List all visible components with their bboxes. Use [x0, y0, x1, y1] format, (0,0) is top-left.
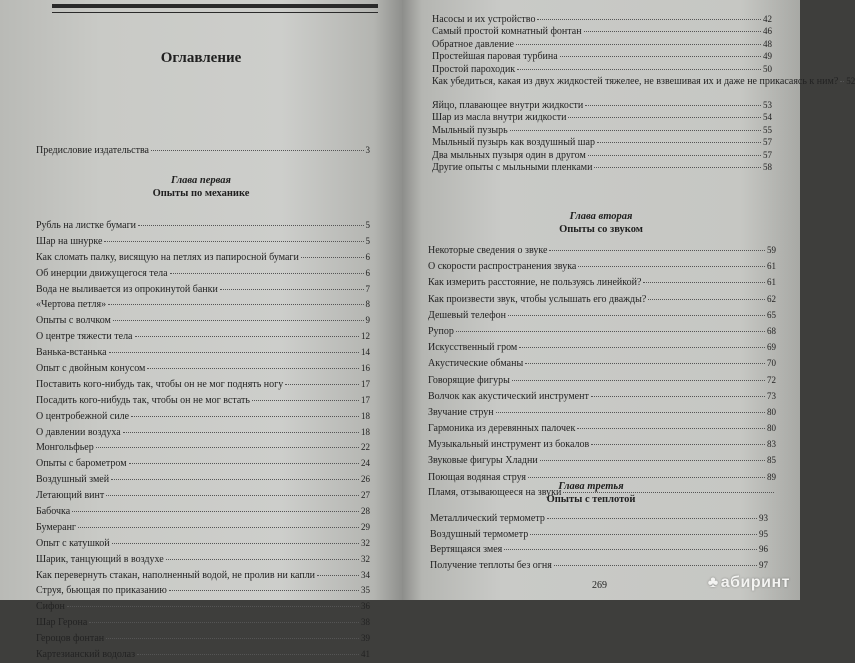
toc-entry-title: Как перевернуть стакан, наполненный водой, не пролив ни капли — [36, 569, 316, 581]
toc-entry-page: 83 — [767, 439, 776, 450]
dot-leader — [547, 518, 757, 519]
dot-leader — [67, 606, 359, 607]
toc-entry[interactable] — [428, 420, 776, 436]
toc-entry-page: 68 — [767, 325, 776, 336]
dot-leader — [584, 31, 761, 32]
toc-entry[interactable] — [428, 436, 776, 452]
dot-leader — [585, 105, 761, 106]
toc-entry-title: Самый простой комнатный фонтан — [432, 26, 582, 38]
toc-entry-title: Летающий винт — [36, 490, 105, 502]
chapter-number: Глава вторая — [569, 211, 633, 222]
toc-entry[interactable] — [36, 250, 370, 266]
toc-entry[interactable] — [428, 404, 776, 420]
toc-entry-page: 41 — [361, 649, 370, 660]
toc-list-chapter-1-continued — [432, 13, 855, 173]
toc-entry[interactable] — [36, 393, 370, 409]
toc-entry-title: Монгольфьер — [36, 442, 94, 454]
toc-entry-page: 8 — [365, 299, 370, 310]
toc-entry-title: О давлении воздуха — [36, 426, 121, 438]
watermark-text: абиринт — [720, 574, 790, 591]
dot-leader — [147, 368, 359, 369]
toc-entry-page: 62 — [767, 293, 776, 304]
toc-entry[interactable] — [36, 504, 370, 520]
dot-leader — [135, 336, 360, 337]
toc-entry-title: О центре тяжести тела — [36, 331, 133, 343]
toc-entry-page: 93 — [759, 513, 768, 523]
dot-leader — [106, 638, 359, 639]
toc-entry[interactable] — [432, 50, 772, 62]
dot-leader — [104, 241, 363, 242]
toc-entry[interactable] — [428, 355, 776, 371]
toc-entry-page: 57 — [763, 149, 772, 160]
toc-entry-page: 5 — [365, 220, 370, 230]
toc-entry-title: Обратное давление — [432, 38, 514, 50]
dot-leader — [517, 69, 761, 70]
preface-list — [36, 143, 370, 157]
toc-entry[interactable] — [428, 307, 776, 323]
dot-leader — [577, 428, 765, 429]
toc-entry-page: 18 — [361, 426, 370, 437]
toc-entry-title: Вода не выливается из опрокинутой банки — [36, 283, 218, 295]
dot-leader — [78, 527, 359, 528]
toc-entry-page: 34 — [361, 569, 370, 580]
toc-entry[interactable] — [428, 274, 776, 290]
toc-entry-title: Шар на шнурке — [36, 235, 103, 247]
toc-entry[interactable] — [428, 339, 776, 355]
toc-entry-title: Как произвести звук, чтобы услышать его дважды? — [428, 293, 647, 305]
toc-entry[interactable] — [432, 136, 772, 148]
toc-entry-page: 59 — [767, 245, 776, 255]
toc-entry-title: Мыльный пузырь — [432, 124, 508, 136]
toc-entry-title: Пламя, отзывающееся на звуки — [428, 486, 562, 498]
dot-leader — [111, 479, 359, 480]
toc-entry-title: Посадить кого-нибудь так, чтобы он не мог встать — [36, 394, 250, 406]
toc-entry[interactable] — [432, 75, 855, 99]
toc-entry-page: 70 — [767, 358, 776, 369]
dot-leader — [96, 447, 359, 448]
toc-entry-page: 52 — [846, 75, 855, 86]
toc-entry[interactable] — [36, 425, 370, 441]
dot-leader — [113, 320, 364, 321]
toc-entry[interactable] — [36, 377, 370, 393]
toc-entry[interactable] — [432, 149, 772, 161]
dot-leader — [151, 150, 364, 151]
left-page — [0, 0, 402, 661]
toc-entry-page: 26 — [361, 474, 370, 485]
dot-leader — [591, 396, 765, 397]
toc-entry[interactable] — [432, 111, 772, 123]
dot-leader — [519, 347, 765, 348]
toc-entry-title: Опыт с двойным конусом — [36, 363, 146, 375]
toc-entry-title: Поющая водяная струя — [428, 471, 527, 483]
toc-entry-page: 49 — [763, 51, 772, 62]
toc-entry-page: 80 — [767, 423, 776, 434]
dot-leader — [510, 130, 761, 131]
toc-entry[interactable] — [428, 291, 776, 307]
dot-leader — [170, 273, 364, 274]
toc-entry-page: 39 — [361, 633, 370, 644]
toc-entry-page: 24 — [361, 458, 370, 469]
toc-entry-page: 17 — [361, 378, 370, 389]
toc-entry-title: Вертящаяся змея — [430, 544, 503, 555]
toc-entry[interactable] — [430, 542, 768, 558]
toc-entry-title: Сифон — [36, 601, 65, 613]
toc-entry-title: Два мыльных пузыря один в другом — [432, 149, 586, 161]
toc-entry-title: Предисловие издательства — [36, 145, 149, 156]
toc-entry-title: Ванька-встанька — [36, 347, 107, 359]
toc-entry-page: 29 — [361, 521, 370, 532]
toc-entry-title: Музыкальный инструмент из бокалов — [428, 439, 590, 451]
chapter-number: Глава третья — [558, 481, 624, 492]
toc-entry-page: 22 — [361, 442, 370, 453]
toc-entry-title: Другие опыты с мыльными пленками — [432, 161, 593, 173]
toc-entry[interactable] — [36, 472, 370, 488]
toc-entry[interactable] — [36, 599, 370, 615]
toc-entry[interactable] — [428, 242, 776, 258]
toc-entry[interactable] — [432, 99, 772, 111]
dot-leader — [540, 460, 765, 461]
toc-entry-title: Воздушный змей — [36, 474, 110, 486]
toc-entry-title: Как убедиться, какая из двух жидкостей тяжелее, не взвешивая их и даже не прикасаясь к ним? — [432, 75, 839, 87]
dot-leader — [594, 167, 761, 168]
labirint-logo-icon: ♣ — [707, 574, 719, 591]
toc-entry-title: Простейшая паровая турбина — [432, 51, 558, 63]
toc-entry-title: Опыт с катушкой — [36, 537, 110, 549]
dot-leader — [169, 590, 359, 591]
chapter-heading-3 — [392, 480, 790, 506]
toc-entry[interactable] — [36, 440, 370, 456]
toc-entry[interactable] — [36, 329, 370, 345]
toc-entry[interactable] — [432, 124, 772, 136]
toc-entry[interactable] — [36, 520, 370, 536]
dot-leader — [578, 266, 765, 267]
right-page — [402, 0, 855, 600]
toc-entry[interactable] — [430, 511, 768, 527]
toc-entry-title: Бумеранг — [36, 521, 77, 533]
toc-entry[interactable] — [430, 527, 768, 543]
toc-entry-page: 3 — [365, 145, 370, 155]
toc-entry-title: Простой пароходик — [432, 63, 516, 75]
dot-leader — [317, 575, 359, 576]
toc-entry-page: 46 — [763, 26, 772, 37]
toc-entry-page: 55 — [763, 124, 772, 135]
dot-leader — [131, 416, 359, 417]
toc-entry-title: Яйцо, плавающее внутри жидкости — [432, 99, 584, 111]
toc-entry-page: 85 — [767, 455, 776, 466]
toc-entry-title: Опыты с волчком — [36, 315, 111, 327]
toc-list-chapter-3 — [430, 511, 768, 573]
dot-leader — [554, 565, 757, 566]
toc-entry[interactable] — [432, 38, 772, 50]
toc-entry-title: Акустические обманы — [428, 358, 524, 370]
toc-entry-title: Рупор — [428, 325, 454, 337]
dot-leader — [504, 549, 757, 550]
toc-entry-title: Получение теплоты без огня — [430, 559, 552, 571]
chapter-heading-1 — [0, 174, 402, 200]
chapter-name: Опыты со звуком — [559, 224, 643, 235]
toc-entry-page: 54 — [763, 112, 772, 123]
toc-entry-title: Говорящие фигуры — [428, 374, 510, 386]
toc-entry-title: Шар Герона — [36, 617, 88, 629]
watermark — [708, 574, 790, 592]
dot-leader — [138, 225, 363, 226]
toc-entry[interactable] — [36, 282, 370, 298]
toc-entry[interactable] — [36, 218, 370, 234]
toc-entry[interactable] — [36, 345, 370, 361]
toc-entry-page: 16 — [361, 363, 370, 374]
toc-list-chapter-2 — [428, 242, 776, 501]
toc-entry[interactable] — [430, 558, 768, 574]
dot-leader — [643, 282, 765, 283]
dot-leader — [591, 444, 765, 445]
toc-entry-page: 36 — [361, 601, 370, 612]
dot-leader — [123, 432, 359, 433]
header-rule-thin — [52, 12, 378, 13]
toc-entry-title: Бабочка — [36, 506, 71, 518]
toc-entry[interactable] — [432, 13, 772, 25]
dot-leader — [456, 331, 765, 332]
toc-entry-title: Об инерции движущегося тела — [36, 267, 168, 279]
dot-leader — [568, 117, 761, 118]
toc-entry-page: 28 — [361, 506, 370, 517]
toc-entry-page: 48 — [763, 38, 772, 49]
page-number: 269 — [592, 580, 607, 591]
toc-entry[interactable] — [36, 631, 370, 647]
toc-entry[interactable] — [428, 372, 776, 388]
dot-leader — [840, 81, 844, 82]
toc-entry-page: 61 — [767, 277, 776, 288]
dot-leader — [106, 495, 359, 496]
toc-entry-title: Героцов фонтан — [36, 633, 105, 645]
toc-entry-page: 42 — [763, 14, 772, 24]
toc-entry-title: Опыты с барометром — [36, 458, 127, 470]
toc-entry-page: 12 — [361, 331, 370, 342]
toc-entry-page: 53 — [763, 99, 772, 110]
toc-entry-page: 57 — [763, 137, 772, 148]
toc-entry-title: Некоторые сведения о звуке — [428, 245, 548, 256]
toc-entry-title: Искусственный гром — [428, 342, 518, 354]
toc-entry-page: 9 — [365, 315, 370, 326]
dot-leader — [129, 463, 359, 464]
toc-entry-page: 14 — [361, 347, 370, 358]
dot-leader — [252, 400, 359, 401]
toc-entry-page: 27 — [361, 490, 370, 501]
header-rule-thick — [52, 4, 378, 8]
toc-entry[interactable] — [432, 25, 772, 37]
toc-entry-page: 97 — [759, 559, 768, 570]
dot-leader — [285, 384, 359, 385]
dot-leader — [530, 534, 757, 535]
toc-entry-page: 89 — [767, 471, 776, 482]
toc-entry[interactable] — [36, 313, 370, 329]
dot-leader — [89, 622, 359, 623]
toc-entry-title: Мыльный пузырь как воздушный шар — [432, 137, 595, 149]
toc-entry[interactable] — [432, 161, 772, 173]
dot-leader — [108, 304, 363, 305]
toc-entry-page: 6 — [365, 251, 370, 262]
toc-entry-page: 18 — [361, 410, 370, 421]
toc-entry-title: «Чертова петля» — [36, 299, 107, 311]
toc-entry[interactable] — [36, 488, 370, 504]
toc-entry-title: Картезианский водолаз — [36, 649, 136, 661]
dot-leader — [508, 315, 765, 316]
toc-entry-title: Струя, бьющая по приказанию — [36, 585, 167, 597]
toc-entry-title: Дешевый телефон — [428, 309, 507, 321]
dot-leader — [166, 559, 359, 560]
dot-leader — [496, 412, 765, 413]
toc-entry-page: 32 — [361, 553, 370, 564]
toc-entry-title: Как измерить расстояние, не пользуясь линейкой? — [428, 277, 642, 289]
toc-entry-page: 96 — [759, 544, 768, 554]
dot-leader — [220, 289, 364, 290]
chapter-number: Глава первая — [171, 175, 231, 186]
toc-entry[interactable] — [36, 536, 370, 552]
chapter-name: Опыты с теплотой — [546, 494, 636, 505]
toc-entry-page: 35 — [361, 585, 370, 596]
dot-leader — [537, 19, 761, 20]
toc-entry-page: 69 — [767, 342, 776, 353]
toc-entry[interactable] — [36, 583, 370, 599]
toc-list-chapter-1 — [36, 218, 370, 663]
toc-entry[interactable] — [36, 647, 370, 663]
toc-entry-title: Шарик, танцующий в воздухе — [36, 553, 164, 565]
dot-leader — [560, 56, 761, 57]
dot-leader — [137, 654, 359, 655]
toc-entry[interactable] — [36, 266, 370, 282]
toc-entry[interactable] — [36, 568, 370, 584]
toc-entry-page: 32 — [361, 537, 370, 548]
dot-leader — [109, 352, 359, 353]
toc-entry-title: О скорости распространения звука — [428, 261, 577, 273]
toc-entry[interactable] — [36, 297, 370, 313]
toc-entry-page: 38 — [361, 617, 370, 628]
toc-entry-page: 50 — [763, 63, 772, 74]
toc-entry-page: 17 — [361, 394, 370, 405]
toc-entry[interactable] — [432, 63, 772, 75]
toc-entry-page: 7 — [365, 283, 370, 294]
toc-entry[interactable] — [36, 361, 370, 377]
toc-entry-title: Гармоника из деревянных палочек — [428, 423, 576, 435]
chapter-heading-2 — [402, 210, 800, 236]
toc-entry-page: 73 — [767, 390, 776, 401]
toc-entry-title: Рубль на листке бумаги — [36, 220, 137, 231]
dot-leader — [597, 142, 761, 143]
toc-entry[interactable] — [36, 409, 370, 425]
toc-entry-title: Металлический термометр — [430, 513, 545, 524]
dot-leader — [525, 363, 765, 364]
dot-leader — [528, 477, 765, 478]
toc-entry[interactable] — [36, 552, 370, 568]
dot-leader — [648, 299, 765, 300]
dot-leader — [112, 543, 359, 544]
toc-entry[interactable] — [36, 615, 370, 631]
toc-entry-page: 72 — [767, 374, 776, 385]
toc-entry-page: 6 — [365, 267, 370, 278]
toc-entry-preface[interactable] — [36, 143, 370, 157]
toc-entry-page: 80 — [767, 406, 776, 417]
toc-entry-title: Насосы и их устройство — [432, 14, 536, 25]
toc-heading: Оглавление — [160, 50, 242, 66]
dot-leader — [549, 250, 765, 251]
toc-entry[interactable] — [428, 452, 776, 468]
toc-entry[interactable] — [36, 456, 370, 472]
toc-entry-title: Шар из масла внутри жидкости — [432, 112, 567, 124]
dot-leader — [72, 511, 359, 512]
dot-leader — [588, 155, 761, 156]
toc-entry-title: Воздушный термометр — [430, 528, 529, 540]
toc-entry-title: Волчок как акустический инструмент — [428, 390, 589, 402]
toc-entry[interactable] — [428, 388, 776, 404]
toc-entry-page: 65 — [767, 309, 776, 320]
toc-entry-page: 95 — [759, 528, 768, 539]
toc-entry-page: 5 — [365, 235, 370, 246]
toc-entry-page: 61 — [767, 261, 776, 272]
toc-entry[interactable] — [428, 258, 776, 274]
toc-entry-page: 58 — [763, 161, 772, 172]
toc-entry[interactable] — [428, 323, 776, 339]
toc-entry-title: Звучание струн — [428, 406, 494, 418]
chapter-name: Опыты по механике — [152, 188, 250, 199]
dot-leader — [516, 44, 761, 45]
toc-entry[interactable] — [36, 234, 370, 250]
toc-entry-title: Поставить кого-нибудь так, чтобы он не мог поднять ногу — [36, 378, 284, 390]
toc-entry-title: О центробежной силе — [36, 410, 130, 422]
dot-leader — [512, 380, 765, 381]
toc-entry-title: Как сломать палку, висящую на петлях из папиросной бумаги — [36, 251, 299, 263]
dot-leader — [301, 257, 364, 258]
toc-entry-title: Звуковые фигуры Хладни — [428, 455, 538, 467]
